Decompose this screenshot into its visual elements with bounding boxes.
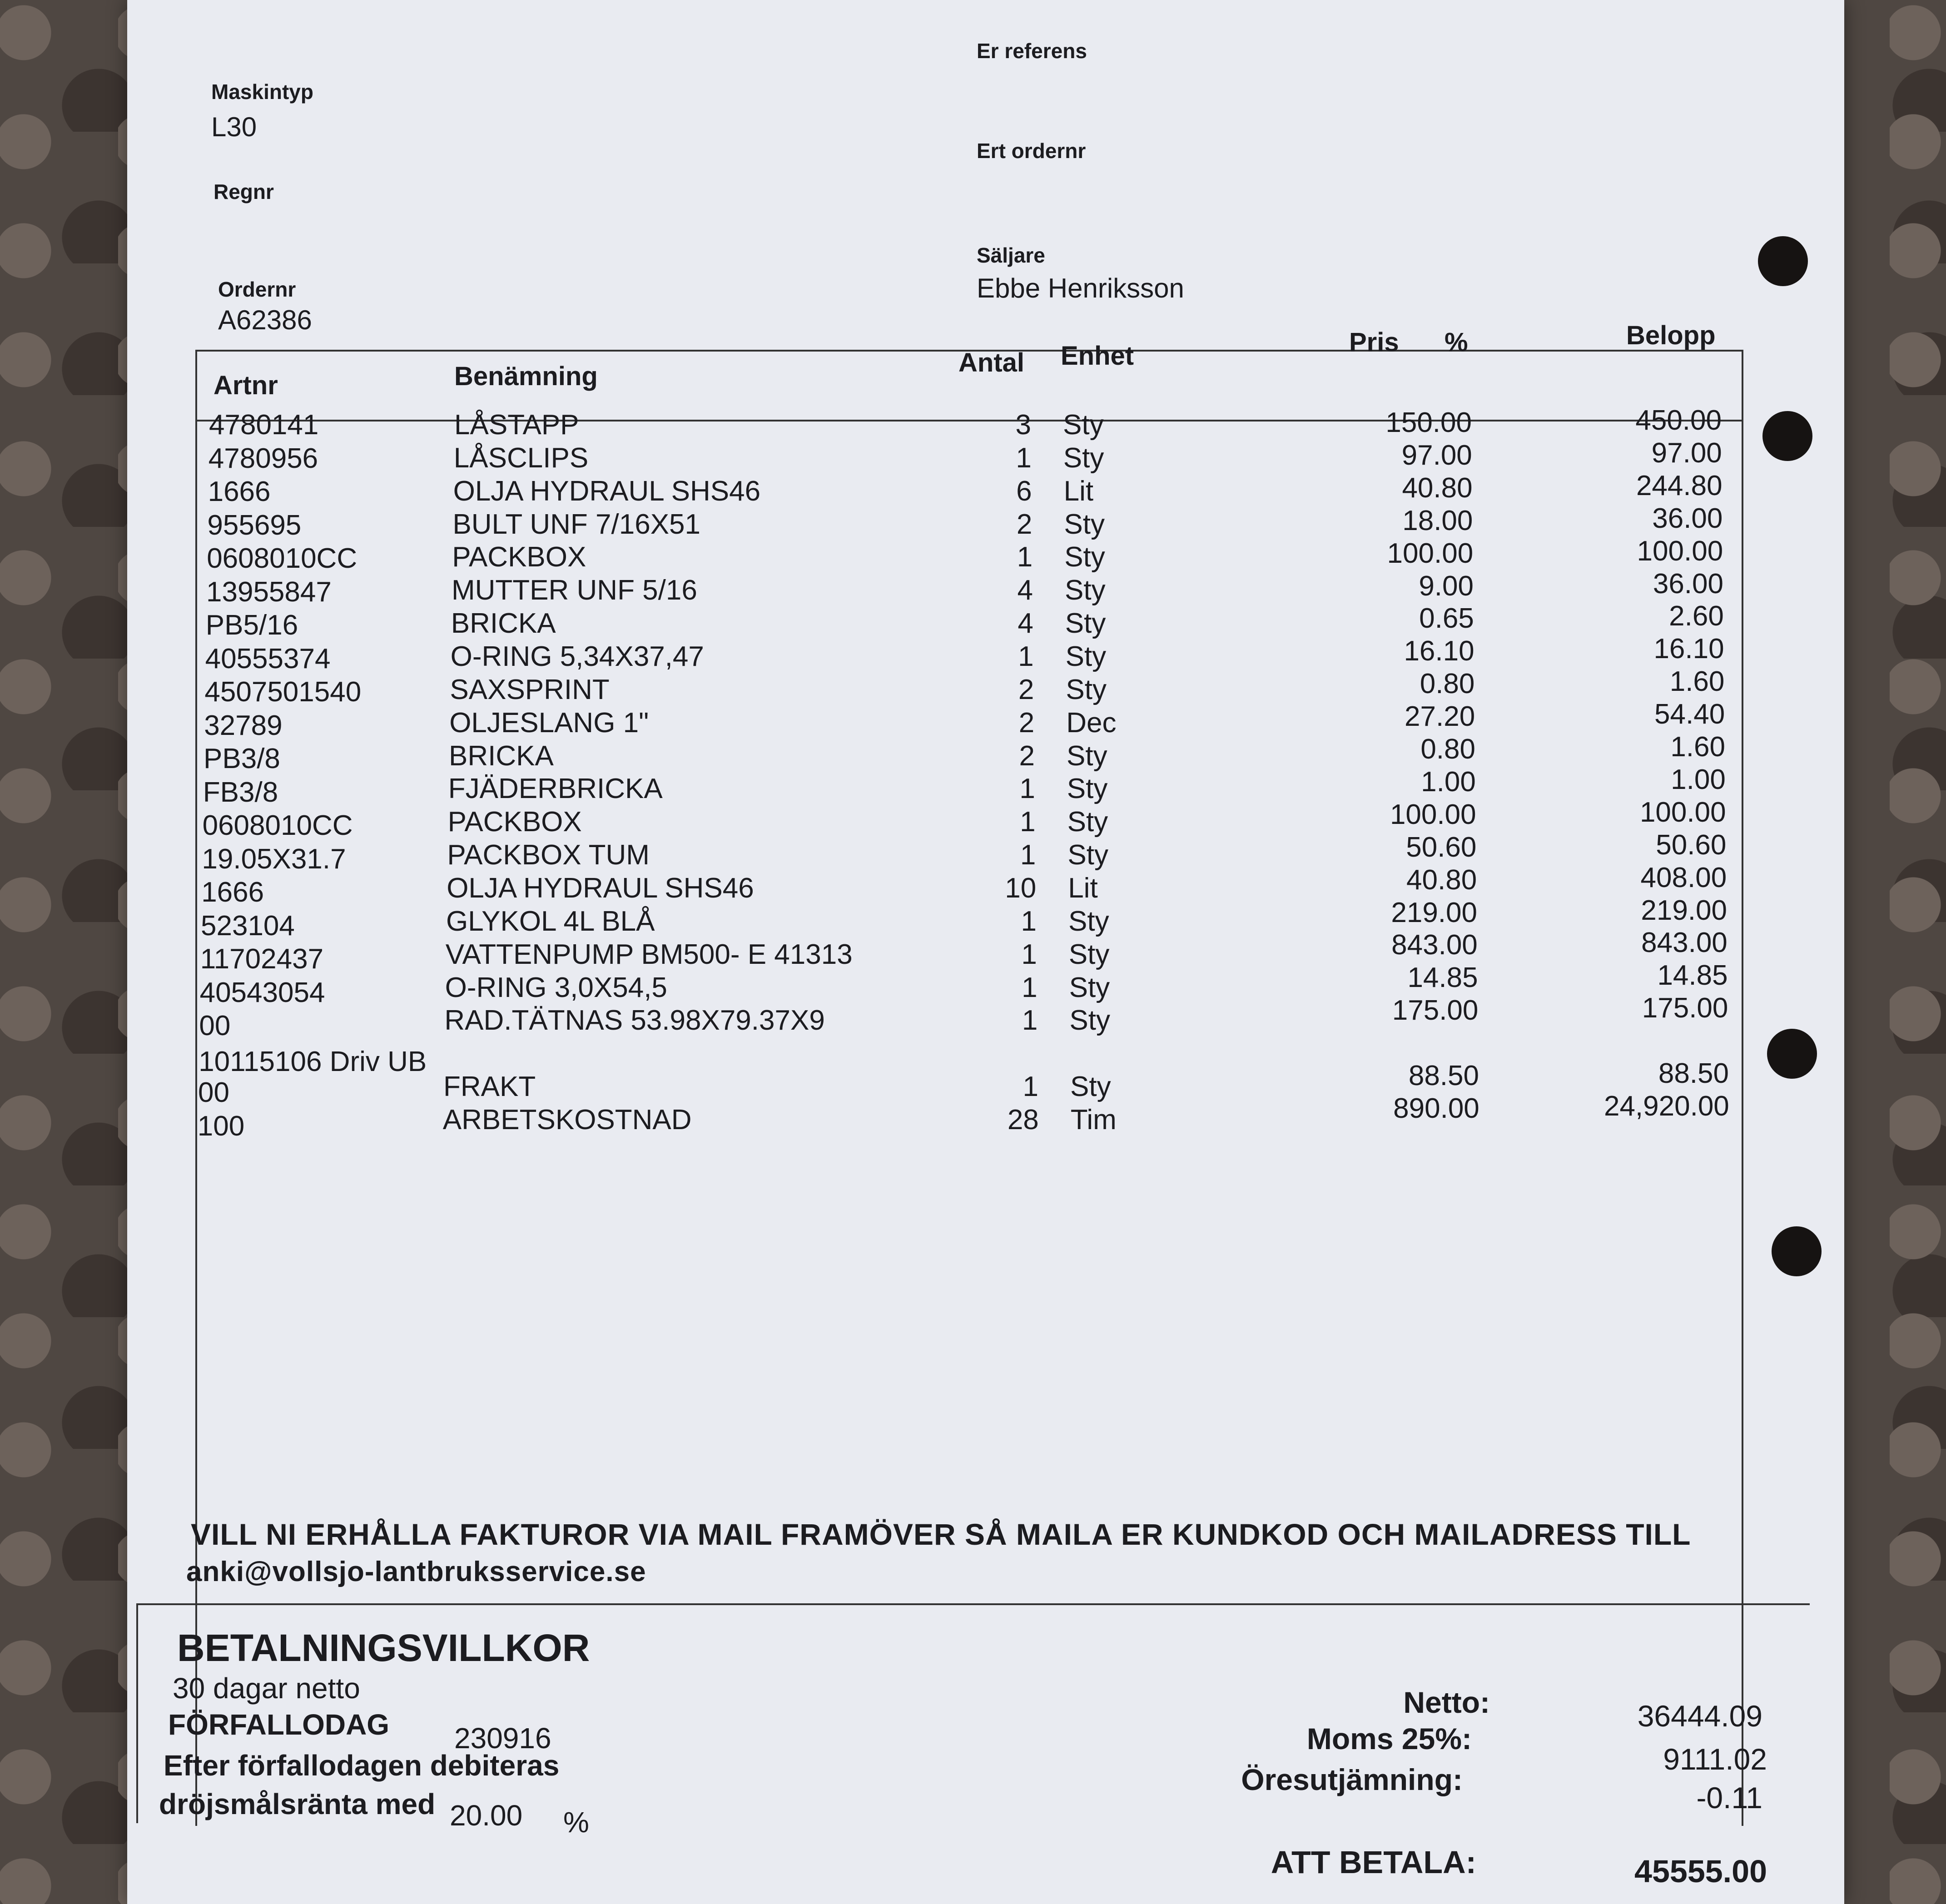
maskintyp-value: L30: [211, 112, 257, 142]
cell-antal: 2: [1016, 508, 1033, 540]
cell-belopp: 88.50: [1658, 1058, 1729, 1089]
col-belopp: Belopp: [1626, 321, 1716, 350]
col-benamning: Benämning: [454, 362, 598, 391]
cell-artnr: 1666: [201, 877, 264, 908]
cell-artnr: 11702437: [200, 943, 324, 975]
cell-belopp: 16.10: [1653, 633, 1724, 665]
late-fee-rate: 20.00: [450, 1799, 523, 1832]
cell-belopp: 50.60: [1656, 829, 1727, 861]
cell-artnr: 523104: [201, 910, 295, 942]
cell-pris: 16.10: [1404, 635, 1474, 667]
cell-benamning: O-RING 5,34X37,47: [450, 641, 704, 673]
cell-antal: 2: [1019, 740, 1035, 772]
maskintyp-label: Maskintyp: [211, 80, 313, 104]
cell-enhet: Sty: [1065, 608, 1106, 640]
late-fee-line2: dröjsmålsränta med: [159, 1788, 436, 1820]
cell-enhet: Dec: [1066, 707, 1117, 739]
netto-label: Netto:: [1403, 1686, 1490, 1719]
cell-enhet: Sty: [1067, 773, 1108, 805]
cell-belopp: 1.00: [1671, 764, 1726, 795]
cell-belopp: 100.00: [1637, 535, 1723, 567]
att-betala-value: 45555.00: [1634, 1854, 1767, 1889]
cell-antal: 1: [1018, 641, 1034, 673]
att-betala-label: ATT BETALA:: [1271, 1844, 1476, 1880]
cell-enhet: Sty: [1070, 1071, 1111, 1103]
cell-pris: 88.50: [1408, 1060, 1479, 1091]
cell-artnr: 4507501540: [204, 676, 362, 708]
cell-enhet: Sty: [1065, 641, 1107, 673]
cell-pris: 27.20: [1405, 701, 1475, 733]
cell-benamning: FJÄDERBRICKA: [448, 773, 663, 805]
cell-benamning: OLJESLANG 1": [449, 707, 649, 739]
cell-belopp: 843.00: [1641, 927, 1728, 959]
cell-enhet: Sty: [1067, 839, 1108, 871]
cell-artnr: 32789: [204, 709, 283, 741]
cell-artnr: 100: [197, 1110, 245, 1142]
cell-artnr: PB3/8: [204, 743, 280, 774]
cell-enhet: Sty: [1068, 905, 1109, 937]
cell-antal: 1: [1022, 1005, 1038, 1036]
cell-artnr: 0608010CC: [207, 543, 357, 574]
cell-enhet: Tim: [1070, 1104, 1117, 1136]
terms-netto-days: 30 dagar netto: [173, 1672, 360, 1705]
email-notice: VILL NI ERHÅLLA FAKTUROR VIA MAIL FRAMÖVER SÅ MAILA ER KUNDKOD OCH MAILADRESS TILL: [191, 1517, 1691, 1551]
cell-enhet: Sty: [1064, 508, 1105, 540]
regnr-label: Regnr: [213, 180, 274, 203]
cell-belopp: 1.60: [1670, 731, 1725, 763]
moms-value: 9111.02: [1663, 1742, 1767, 1776]
cell-artnr: 4780956: [208, 442, 318, 474]
cell-enhet: Sty: [1067, 740, 1107, 772]
cell-benamning: BRICKA: [451, 608, 556, 640]
cell-antal: 1: [1016, 442, 1032, 474]
cell-artnr: 19.05X31.7: [202, 843, 346, 875]
cell-artnr: 40543054: [199, 977, 325, 1008]
saljare-value: Ebbe Henriksson: [977, 273, 1184, 303]
cell-antal: 1: [1020, 839, 1036, 871]
cell-artnr: 13955847: [206, 576, 332, 608]
cell-enhet: Sty: [1068, 938, 1110, 970]
punch-hole: [1772, 1226, 1822, 1276]
cell-artnr: FB3/8: [203, 776, 278, 808]
cell-enhet: Sty: [1069, 1005, 1110, 1036]
punch-hole: [1758, 236, 1808, 286]
cell-benamning: LÅSCLIPS: [453, 442, 589, 474]
cell-pris: 14.85: [1407, 962, 1478, 994]
ordernr-label: Ordernr: [218, 278, 296, 301]
cell-artnr: 10115106 Driv UB: [199, 1046, 427, 1077]
cell-antal: 4: [1017, 575, 1033, 606]
cell-belopp: 1.60: [1669, 666, 1725, 698]
cell-artnr: PB5/16: [205, 610, 298, 641]
cell-belopp: 408.00: [1640, 862, 1727, 893]
moms-label: Moms 25%:: [1306, 1722, 1472, 1755]
cell-enhet: Sty: [1064, 541, 1105, 573]
cell-pris: 150.00: [1385, 407, 1472, 438]
terms-heading: BETALNINGSVILLKOR: [177, 1626, 590, 1669]
cell-benamning: FRAKT: [443, 1071, 536, 1103]
cell-benamning: GLYKOL 4L BLÅ: [446, 905, 655, 937]
late-fee-line1: Efter förfallodagen debiteras: [164, 1749, 560, 1782]
cell-belopp: 450.00: [1635, 405, 1722, 436]
oresutjamning-label: Öresutjämning:: [1241, 1763, 1463, 1796]
cell-artnr: 00: [198, 1077, 229, 1108]
oresutjamning-value: -0.11: [1696, 1781, 1762, 1815]
cell-pris: 1.00: [1421, 766, 1476, 798]
er-referens-label: Er referens: [977, 39, 1087, 63]
punch-hole: [1767, 1029, 1817, 1079]
cell-benamning: OLJA HYDRAUL SHS46: [447, 873, 754, 904]
ordernr-value: A62386: [218, 305, 312, 335]
cell-enhet: Lit: [1063, 475, 1094, 507]
cell-benamning: MUTTER UNF 5/16: [452, 575, 697, 606]
cell-pris: 9.00: [1419, 570, 1474, 602]
cell-artnr: 4780141: [209, 409, 319, 441]
cell-belopp: 175.00: [1642, 992, 1728, 1024]
cell-antal: 2: [1018, 674, 1034, 705]
cell-belopp: 100.00: [1639, 796, 1726, 828]
cell-artnr: 955695: [207, 509, 302, 541]
col-artnr: Artnr: [213, 371, 278, 400]
cell-artnr: 40555374: [205, 643, 331, 674]
cell-antal: 2: [1018, 707, 1035, 739]
cell-antal: 6: [1016, 475, 1032, 507]
cell-enhet: Sty: [1067, 806, 1108, 838]
col-antal: Antal: [958, 348, 1024, 377]
cell-antal: 1: [1023, 1071, 1038, 1103]
netto-value: 36444.09: [1637, 1699, 1762, 1733]
cell-antal: 1: [1020, 806, 1036, 838]
cell-antal: 28: [1007, 1104, 1039, 1136]
notice-email: anki@vollsjo-lantbruksservice.se: [186, 1556, 646, 1587]
cell-pris: 18.00: [1402, 505, 1473, 536]
cell-enhet: Sty: [1063, 442, 1104, 474]
ert-ordernr-label: Ert ordernr: [977, 139, 1086, 163]
cell-pris: 843.00: [1391, 929, 1478, 961]
cell-antal: 3: [1015, 409, 1031, 441]
forfallodag-value: 230916: [454, 1722, 551, 1755]
cell-artnr: 1666: [208, 476, 271, 507]
cell-belopp: 54.40: [1654, 699, 1725, 730]
cell-antal: 1: [1021, 905, 1037, 937]
cell-enhet: Sty: [1066, 674, 1107, 705]
cell-pris: 50.60: [1406, 831, 1477, 863]
cell-antal: 1: [1017, 541, 1033, 573]
cell-belopp: 36.00: [1653, 568, 1723, 600]
cell-belopp: 24,920.00: [1603, 1090, 1729, 1122]
cell-pris: 175.00: [1392, 995, 1479, 1026]
cell-belopp: 2.60: [1669, 600, 1724, 632]
late-fee-unit: %: [563, 1806, 589, 1839]
cell-belopp: 219.00: [1641, 894, 1727, 926]
cell-benamning: VATTENPUMP BM500- E 41313: [445, 938, 853, 970]
forfallodag-label: FÖRFALLODAG: [168, 1708, 390, 1741]
cell-enhet: Sty: [1065, 575, 1106, 606]
cell-belopp: 244.80: [1636, 470, 1723, 501]
cell-belopp: 36.00: [1652, 502, 1723, 534]
cell-benamning: BRICKA: [449, 740, 554, 772]
cell-benamning: SAXSPRINT: [450, 674, 610, 705]
cell-belopp: 14.85: [1657, 960, 1728, 992]
saljare-label: Säljare: [977, 243, 1045, 267]
cell-benamning: BULT UNF 7/16X51: [452, 508, 701, 540]
cell-pris: 0.65: [1419, 603, 1474, 635]
col-pris: Pris: [1349, 327, 1399, 357]
cell-pris: 100.00: [1390, 798, 1476, 830]
invoice-sheet: [127, 0, 1844, 1904]
cell-belopp: 97.00: [1651, 437, 1722, 469]
cell-benamning: ARBETSKOSTNAD: [442, 1104, 692, 1136]
col-percent: %: [1445, 327, 1468, 357]
cell-antal: 10: [1005, 873, 1037, 904]
cell-pris: 40.80: [1406, 864, 1477, 896]
cell-benamning: LÅSTAPP: [454, 409, 579, 441]
cell-benamning: PACKBOX TUM: [447, 839, 650, 871]
cell-pris: 97.00: [1401, 439, 1472, 471]
cell-antal: 1: [1021, 938, 1037, 970]
col-enhet: Enhet: [1061, 341, 1134, 371]
cell-artnr: 00: [199, 1010, 231, 1041]
cell-benamning: PACKBOX: [447, 806, 582, 838]
cell-pris: 219.00: [1391, 897, 1477, 928]
cell-enhet: Sty: [1063, 409, 1104, 441]
cell-pris: 890.00: [1393, 1092, 1479, 1124]
cell-pris: 100.00: [1387, 537, 1474, 569]
cell-benamning: OLJA HYDRAUL SHS46: [453, 475, 761, 507]
cell-pris: 0.80: [1420, 668, 1475, 700]
cell-antal: 4: [1018, 608, 1033, 640]
punch-hole: [1762, 411, 1812, 461]
cell-enhet: Lit: [1068, 873, 1098, 904]
cell-pris: 40.80: [1402, 472, 1473, 504]
cell-benamning: O-RING 3,0X54,5: [445, 972, 667, 1003]
cell-artnr: 0608010CC: [202, 810, 353, 841]
cell-antal: 1: [1019, 773, 1035, 805]
cell-enhet: Sty: [1069, 972, 1110, 1003]
cell-pris: 0.80: [1420, 734, 1475, 765]
cell-benamning: RAD.TÄTNAS 53.98X79.37X9: [444, 1005, 825, 1036]
cell-benamning: PACKBOX: [452, 541, 586, 573]
cell-antal: 1: [1022, 972, 1038, 1003]
